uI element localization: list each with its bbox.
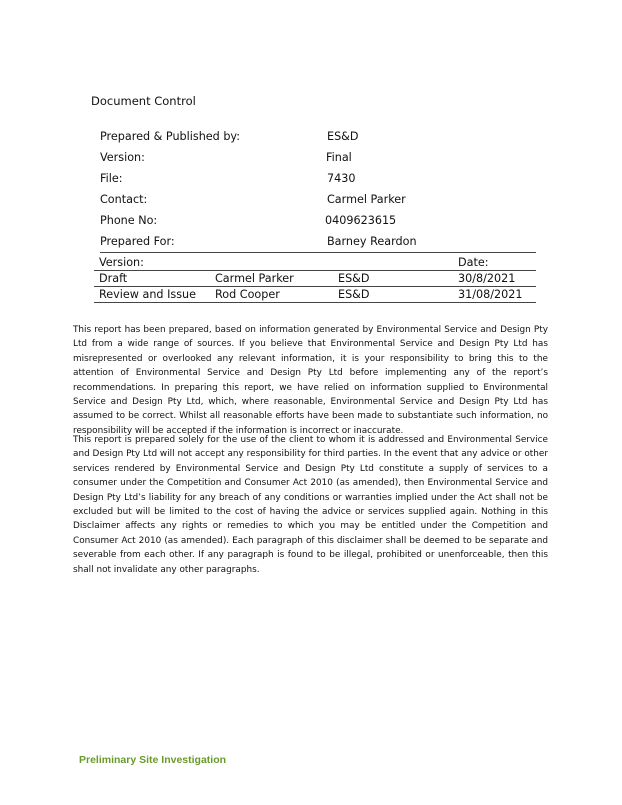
- field-row-file: [100, 168, 536, 189]
- document-control-fields: [100, 126, 536, 253]
- field-value: Final: [326, 151, 352, 164]
- version-table-header: [94, 254, 536, 271]
- table-cell: 30/8/2021: [453, 271, 536, 287]
- field-value: Carmel Parker: [327, 193, 406, 206]
- table-row: [94, 271, 536, 287]
- document-control-title: Document Control: [91, 94, 196, 108]
- field-label: Version:: [100, 151, 145, 164]
- table-cell: Review and Issue: [94, 287, 210, 303]
- header-cell: [333, 254, 453, 271]
- disclaimer-paragraph-2: This report is prepared solely for the use of the client to whom it is addressed and Environmental Service and Design Pty Ltd will not accept any responsibility for third parties. In the event that any advice or other services rendered by Environmental Service and Design Pty Ltd constitute a supply of services to a consumer under the Competition and Consumer Act 2010 (as amended), then Environmental Service and Design Pty Ltd’s liability for any breach of any conditions or warranties implied under the Act shall not be excluded but will be limited to the cost of having the advice or services supplied again. Nothing in this Disclaimer affects any rights or remedies to which you may be entitled under the Competition and Consumer Act 2010 (as amended). Each paragraph of this disclaimer shall be deemed to be separate and severable from each other. If any paragraph is found to be illegal, prohibited or unenforceable, then this shall not invalidate any other paragraphs.: [73, 435, 548, 575]
- field-label: File:: [100, 172, 123, 185]
- field-value: Barney Reardon: [327, 235, 417, 248]
- field-label: Prepared & Published by:: [100, 130, 241, 143]
- header-cell: Version:: [94, 254, 210, 271]
- field-row-phone: [100, 210, 536, 231]
- table-cell: ES&D: [333, 287, 453, 303]
- field-value: 0409623615: [325, 214, 397, 227]
- field-label: Phone No:: [100, 214, 158, 227]
- field-label: Contact:: [100, 193, 148, 206]
- field-row-contact: [100, 189, 536, 210]
- table-cell: Rod Cooper: [210, 287, 333, 303]
- version-table: [94, 254, 536, 303]
- table-cell: Carmel Parker: [210, 271, 333, 287]
- table-row: [94, 287, 536, 303]
- footer-title: Preliminary Site Investigation: [79, 754, 227, 766]
- header-cell: [210, 254, 333, 271]
- field-row-version: [100, 147, 536, 168]
- header-cell: Date:: [453, 254, 536, 271]
- field-value: ES&D: [327, 130, 359, 143]
- field-label: Prepared For:: [100, 235, 175, 248]
- table-cell: 31/08/2021: [453, 287, 536, 303]
- table-cell: Draft: [94, 271, 210, 287]
- disclaimer-paragraph-1: This report has been prepared, based on information generated by Environmental Service and Design Pty Ltd from a wide range of sources. If you believe that Environmental Service and Design Pty Ltd has misrepresented or overlooked any relevant information, it is your responsibility to bring this to the attention of Environmental Service and Design Pty Ltd before implementing any of the report’s recommendations. In preparing this report, we have relied on information supplied to Environmental Service and Design Pty Ltd, which, where reasonable, Environmental Service and Design Pty Ltd has assumed to be correct. Whilst all reasonable efforts have been made to substantiate such information, no responsibility will be accepted if the information is incorrect or inaccurate.: [73, 325, 548, 436]
- field-row-prepared-by: [100, 126, 536, 147]
- table-cell: ES&D: [333, 271, 453, 287]
- field-value: 7430: [327, 172, 356, 185]
- field-row-prepared-for: [100, 231, 536, 253]
